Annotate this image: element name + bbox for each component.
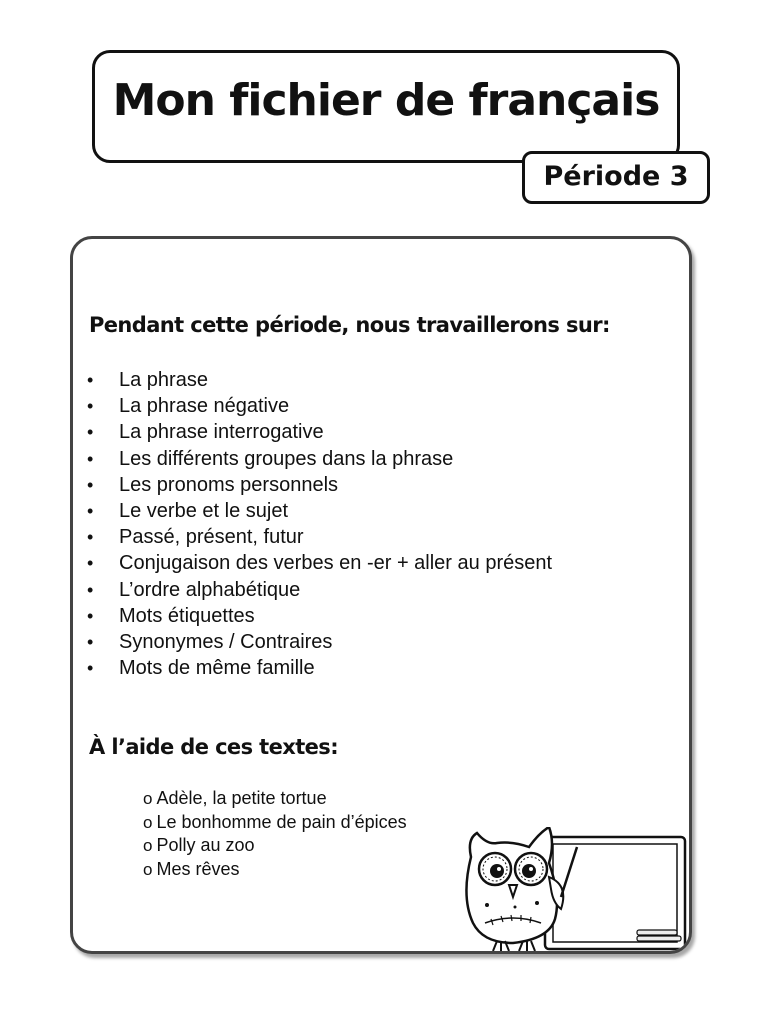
topic-label: La phrase interrogative bbox=[119, 421, 324, 444]
bullet-icon: • bbox=[87, 553, 94, 574]
topic-item bbox=[87, 472, 552, 498]
topic-item bbox=[87, 446, 552, 472]
page-title: Mon fichier de français bbox=[112, 75, 660, 126]
topic-item bbox=[87, 629, 552, 655]
text-title: Mes rêves bbox=[156, 858, 240, 879]
bullet-icon: • bbox=[87, 527, 94, 548]
circle-bullet-icon: o bbox=[143, 789, 153, 808]
text-title: Adèle, la petite tortue bbox=[156, 788, 327, 808]
bullet-icon: • bbox=[87, 448, 94, 469]
bullet-icon: • bbox=[87, 658, 94, 679]
topic-label: Mots étiquettes bbox=[119, 604, 255, 627]
text-item bbox=[143, 811, 407, 835]
circle-bullet-icon: o bbox=[143, 859, 153, 879]
intro-heading: Pendant cette période, nous travaillerons sur: bbox=[89, 313, 610, 337]
topic-item bbox=[87, 524, 552, 550]
topic-label: Le verbe et le sujet bbox=[119, 499, 288, 522]
texts-heading: À l’aide de ces textes: bbox=[89, 735, 338, 759]
bullet-icon: • bbox=[87, 631, 94, 652]
topic-label: Passé, présent, futur bbox=[119, 526, 304, 549]
topic-label: Conjugaison des verbes en -er + aller au présent bbox=[119, 552, 553, 575]
topic-item bbox=[87, 655, 552, 681]
topic-item bbox=[87, 577, 552, 603]
period-label: Période 3 bbox=[543, 161, 689, 192]
bullet-icon: • bbox=[87, 422, 94, 443]
bullet-icon: • bbox=[87, 500, 94, 521]
text-item bbox=[143, 834, 407, 858]
text-title: Polly au zoo bbox=[156, 835, 255, 855]
topic-label: Synonymes / Contraires bbox=[119, 630, 333, 653]
circle-bullet-icon: o bbox=[143, 812, 153, 832]
topic-item bbox=[87, 498, 552, 524]
texts-list bbox=[143, 787, 407, 881]
topic-item bbox=[87, 393, 552, 419]
title-box bbox=[92, 50, 680, 163]
topic-label: L’ordre alphabétique bbox=[119, 578, 301, 601]
bullet-icon: • bbox=[87, 605, 94, 626]
bullet-icon: • bbox=[87, 370, 94, 390]
text-item bbox=[143, 787, 407, 811]
topic-label: La phrase bbox=[119, 369, 208, 391]
content-card bbox=[70, 236, 692, 954]
topic-item bbox=[87, 367, 552, 393]
topic-label: Les pronoms personnels bbox=[119, 473, 339, 496]
topic-label: Les différents groupes dans la phrase bbox=[119, 447, 454, 470]
topic-item bbox=[87, 419, 552, 445]
text-item bbox=[143, 858, 407, 882]
topic-label: La phrase négative bbox=[119, 395, 290, 418]
text-title: Le bonhomme de pain d’épices bbox=[156, 811, 407, 832]
bullet-icon: • bbox=[87, 579, 94, 600]
period-badge bbox=[522, 151, 710, 204]
topic-item bbox=[87, 603, 552, 629]
topic-label: Mots de même famille bbox=[119, 657, 315, 680]
owl-teacher-with-chalkboard-icon bbox=[457, 827, 692, 954]
circle-bullet-icon: o bbox=[143, 836, 153, 855]
topics-list bbox=[87, 367, 552, 681]
topic-item bbox=[87, 550, 552, 576]
bullet-icon: • bbox=[87, 396, 94, 417]
bullet-icon: • bbox=[87, 474, 94, 495]
